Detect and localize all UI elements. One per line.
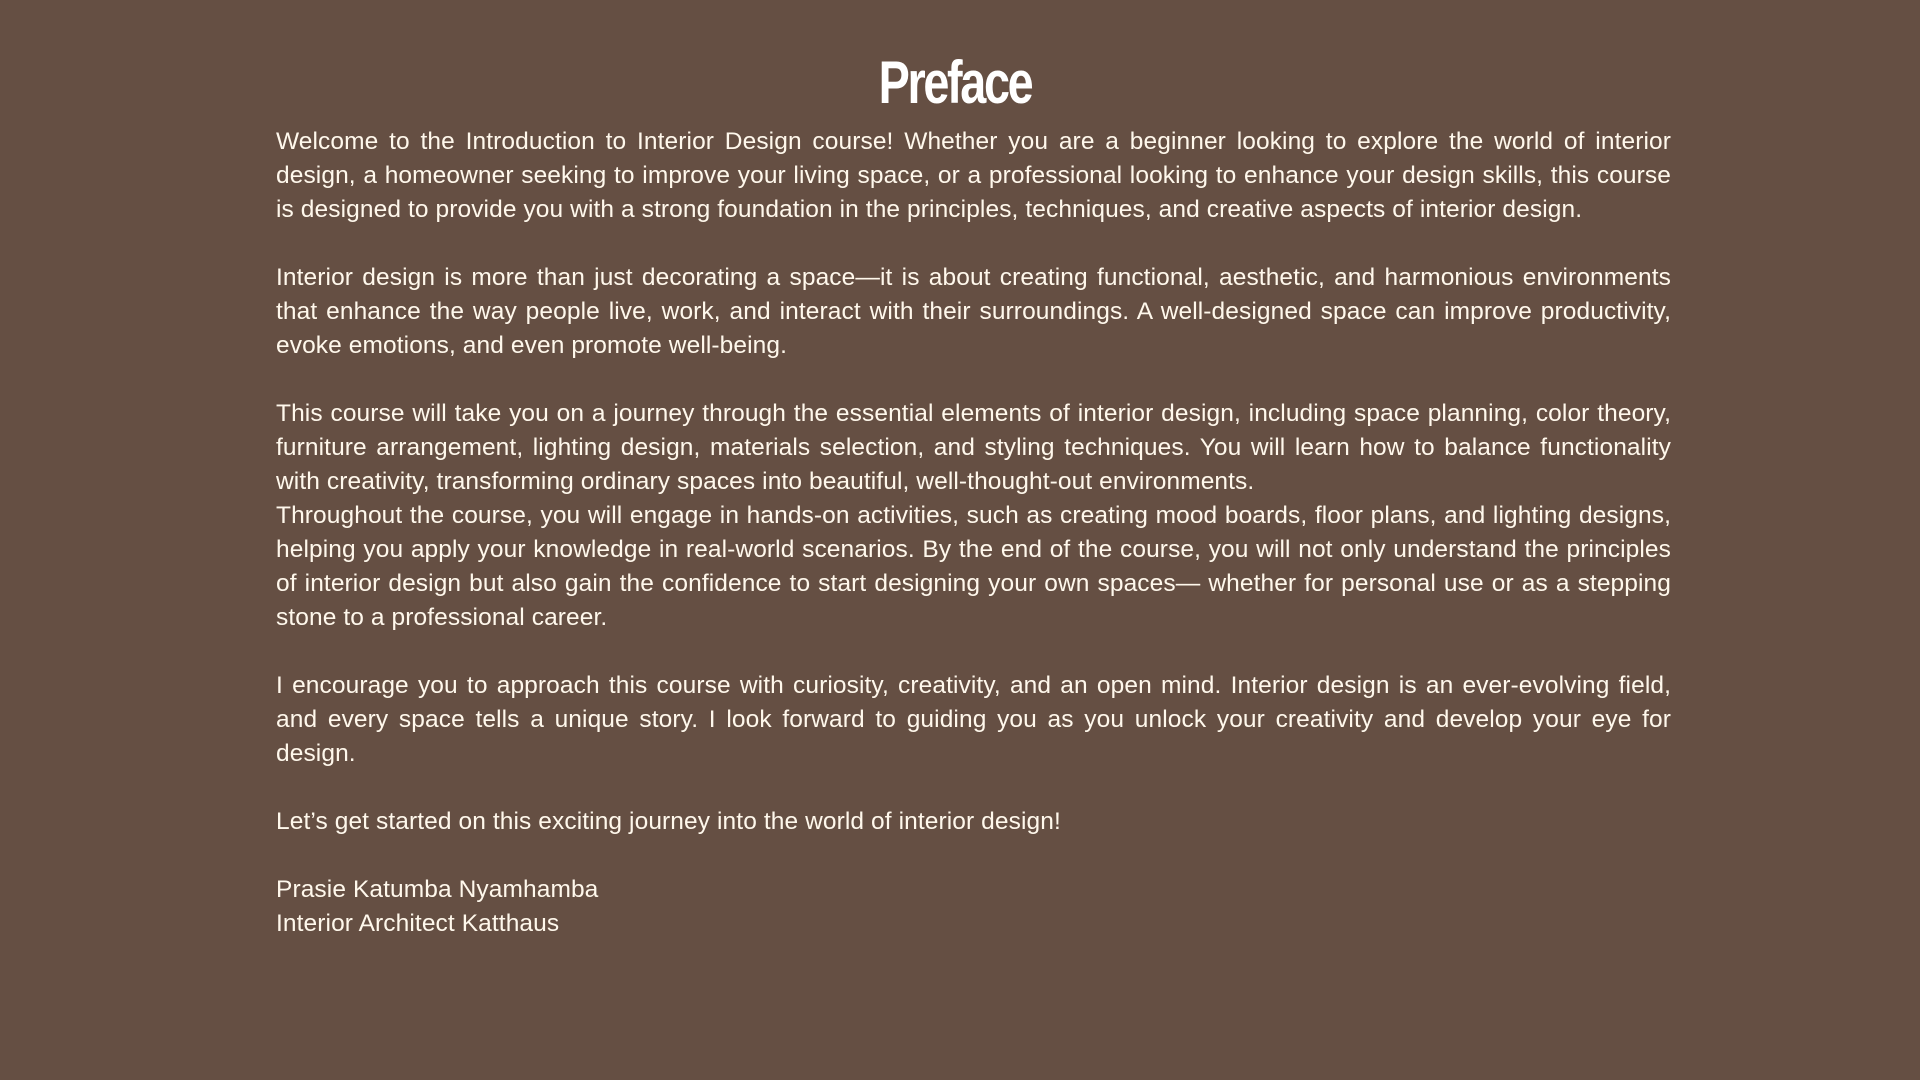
paragraph-closing: Let’s get started on this exciting journey into the world of interior design! (276, 808, 1061, 835)
paragraph-encouragement: I encourage you to approach this course with curiosity, creativity, and an open mind. Interior design is an ever-evolving field, and every space tells a unique story. I look forward to guiding you as you unlock your creativity and develop your eye for design. (276, 672, 1671, 767)
author-title: Interior Architect Katthaus (276, 910, 560, 937)
paragraph-welcome: Welcome to the Introduction to Interior Design course! Whether you are a beginner looking to explore the world of interior design, a homeowner seeking to improve your living space, or a professional looking to enhance your design skills, this course is designed to provide you with a strong foundation in the principles, techniques, and creative aspects of interior design. (276, 128, 1671, 223)
paragraph-activities: Throughout the course, you will engage in hands-on activities, such as creating mood boards, floor plans, and lighting designs, helping you apply your knowledge in real-world scenarios. By the end of the course, you will not only understand the principles of interior design but also gain the confidence to start designing your own spaces— whether for personal use or as a stepping stone to a professional career. (276, 502, 1671, 631)
preface-body (276, 125, 1671, 941)
paragraph-journey: This course will take you on a journey through the essential elements of interior design, including space planning, color theory, furniture arrangement, lighting design, materials selection, and styling techniques. You will learn how to balance functionality with creativity, transforming ordinary spaces into beautiful, well-thought-out environments. (276, 400, 1671, 495)
paragraph-definition: Interior design is more than just decorating a space—it is about creating functional, aesthetic, and harmonious environments that enhance the way people live, work, and interact with their surroundings. A well-designed space can improve productivity, evoke emotions, and even promote well-being. (276, 264, 1671, 359)
author-name: Prasie Katumba Nyamhamba (276, 876, 599, 903)
page-title: Preface (878, 49, 1032, 116)
signature-block (276, 873, 1671, 941)
